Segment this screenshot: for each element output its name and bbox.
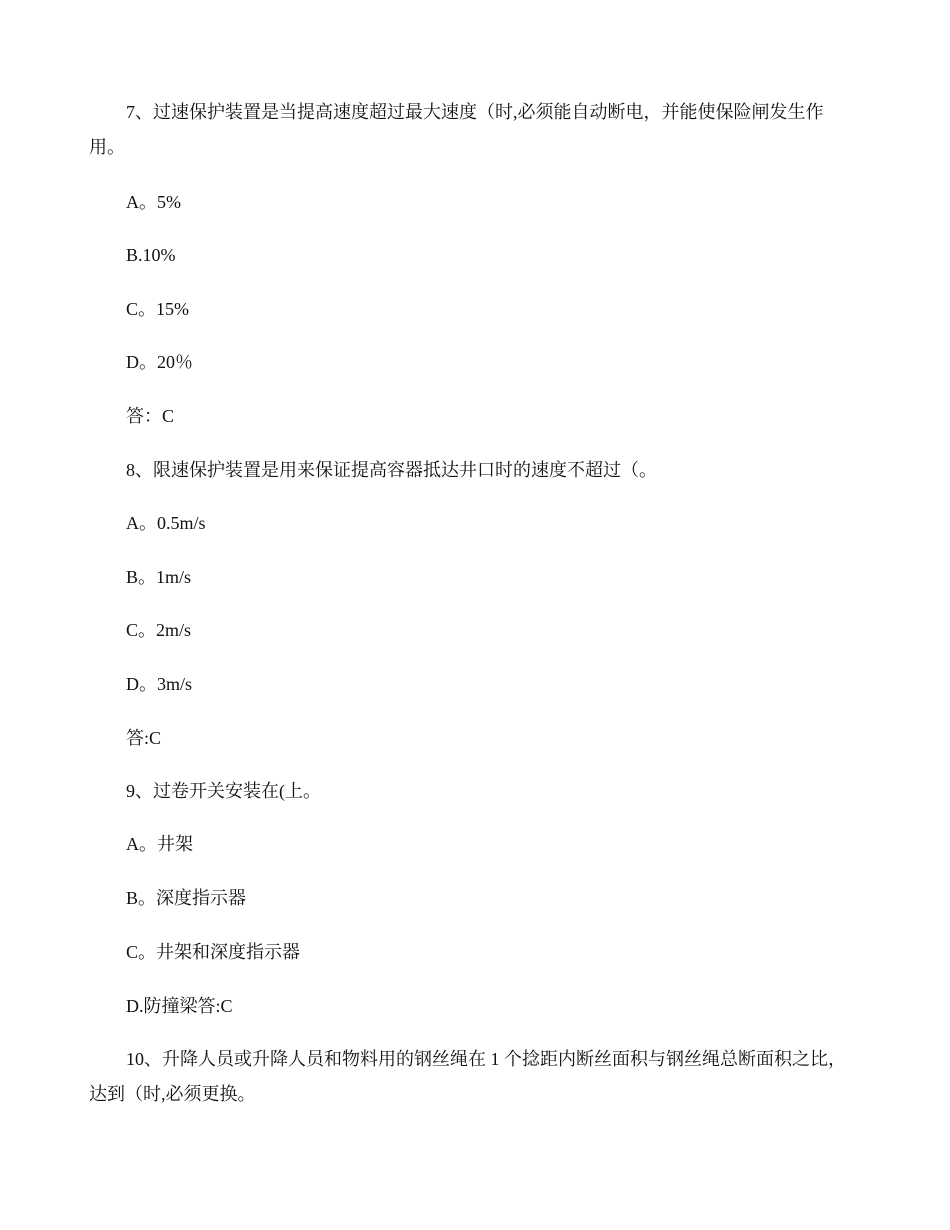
question-7-option-c: C。15%: [126, 299, 189, 319]
question-7-option-a: A。5%: [126, 192, 181, 212]
question-10-stem-line-2: 达到（时,必须更换。: [89, 1084, 256, 1104]
question-8-option-b: B。1m/s: [126, 567, 192, 587]
question-7-stem-line-2: 用。: [89, 137, 125, 157]
question-7-answer: 答：C: [126, 406, 175, 426]
question-8-answer: 答:C: [126, 728, 162, 748]
question-9-option-c: C。井架和深度指示器: [126, 942, 301, 962]
question-9-option-d-and-answer: D.防撞梁答:C: [126, 996, 233, 1016]
question-9-option-b: B。深度指示器: [126, 888, 247, 908]
question-8-option-d: D。3m/s: [126, 674, 193, 694]
question-8-stem: 8、限速保护装置是用来保证提高容器抵达井口时的速度不超过（。: [126, 460, 657, 480]
question-10-stem-line-1: 10、升降人员或升降人员和物料用的钢丝绳在 1 个捻距内断丝面积与钢丝绳总断面积之比，: [126, 1049, 846, 1069]
question-8-option-c: C。2m/s: [126, 620, 192, 640]
question-7-option-d: D。20％: [126, 352, 193, 372]
question-9-option-a: A。井架: [126, 834, 193, 854]
question-7-option-b: B.10%: [126, 245, 176, 265]
question-7-stem-line-1: 7、过速保护装置是当提高速度超过最大速度（时,必须能自动断电，并能使保险闸发生作: [126, 102, 824, 122]
question-9-stem: 9、过卷开关安装在(上。: [126, 781, 321, 801]
question-8-option-a: A。0.5m/s: [126, 513, 206, 533]
